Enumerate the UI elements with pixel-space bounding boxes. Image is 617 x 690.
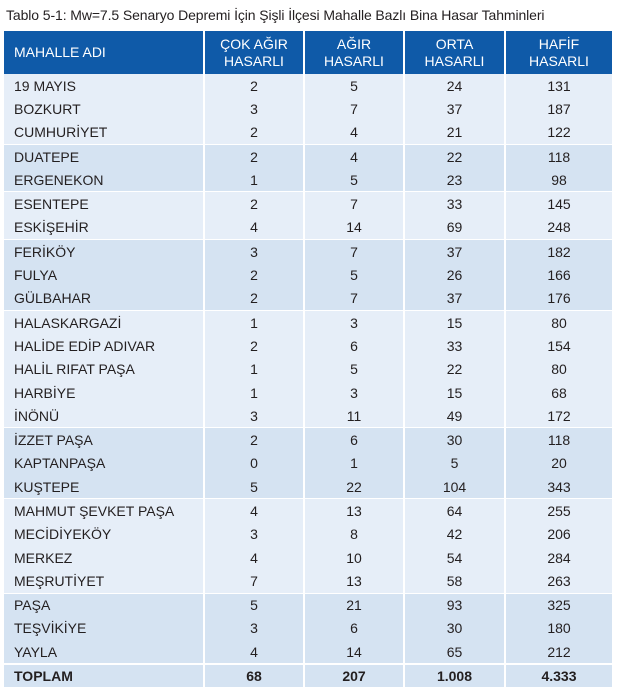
cell-very-heavy-damage: 5 [204, 593, 304, 617]
cell-light-damage: 284 [505, 546, 612, 569]
cell-light-damage: 248 [505, 216, 612, 240]
cell-heavy-damage: 4 [304, 121, 404, 145]
table-body [4, 74, 612, 664]
cell-very-heavy-damage: 2 [204, 74, 304, 97]
cell-moderate-damage: 37 [404, 97, 505, 120]
header-moderate-damage-line1: ORTA [435, 35, 474, 52]
cell-moderate-damage: 65 [404, 640, 505, 664]
table-row [4, 192, 612, 216]
cell-moderate-damage: 21 [404, 121, 505, 145]
cell-moderate-damage: 15 [404, 310, 505, 334]
cell-neighborhood-name: TEŞVİKİYE [4, 617, 204, 640]
table-row [4, 358, 612, 381]
cell-heavy-damage: 13 [304, 499, 404, 523]
cell-moderate-damage: 33 [404, 334, 505, 357]
cell-heavy-damage: 7 [304, 287, 404, 311]
cell-very-heavy-damage: 1 [204, 381, 304, 404]
table-row [4, 452, 612, 475]
cell-light-damage: 180 [505, 617, 612, 640]
cell-light-damage: 206 [505, 523, 612, 546]
cell-light-damage: 80 [505, 310, 612, 334]
cell-very-heavy-damage: 4 [204, 640, 304, 664]
table-row [4, 569, 612, 593]
cell-moderate-damage: 22 [404, 358, 505, 381]
total-light: 4.333 [505, 664, 612, 687]
cell-very-heavy-damage: 3 [204, 523, 304, 546]
cell-neighborhood-name: KUŞTEPE [4, 475, 204, 499]
cell-heavy-damage: 14 [304, 216, 404, 240]
cell-very-heavy-damage: 3 [204, 97, 304, 120]
cell-light-damage: 154 [505, 334, 612, 357]
total-very-heavy: 68 [204, 664, 304, 687]
cell-moderate-damage: 30 [404, 617, 505, 640]
header-very-heavy-damage-line1: ÇOK AĞIR [220, 35, 288, 52]
cell-light-damage: 80 [505, 358, 612, 381]
header-light-damage-line1: HAFİF [538, 35, 580, 52]
cell-heavy-damage: 5 [304, 74, 404, 97]
cell-heavy-damage: 13 [304, 569, 404, 593]
table-row [4, 428, 612, 452]
damage-estimate-table [4, 31, 612, 687]
cell-light-damage: 176 [505, 287, 612, 311]
cell-heavy-damage: 21 [304, 593, 404, 617]
cell-neighborhood-name: MEŞRUTİYET [4, 569, 204, 593]
table-row [4, 334, 612, 357]
cell-neighborhood-name: 19 MAYIS [4, 74, 204, 97]
table-row [4, 263, 612, 286]
cell-very-heavy-damage: 2 [204, 287, 304, 311]
cell-moderate-damage: 37 [404, 287, 505, 311]
cell-moderate-damage: 58 [404, 569, 505, 593]
cell-neighborhood-name: CUMHURİYET [4, 121, 204, 145]
table-row [4, 546, 612, 569]
header-moderate-damage [404, 31, 505, 74]
table-row [4, 404, 612, 428]
table-row [4, 240, 612, 264]
cell-moderate-damage: 49 [404, 404, 505, 428]
cell-heavy-damage: 6 [304, 617, 404, 640]
cell-neighborhood-name: HALİL RIFAT PAŞA [4, 358, 204, 381]
cell-heavy-damage: 7 [304, 192, 404, 216]
cell-neighborhood-name: HARBİYE [4, 381, 204, 404]
cell-very-heavy-damage: 2 [204, 144, 304, 168]
cell-moderate-damage: 33 [404, 192, 505, 216]
table-row [4, 381, 612, 404]
table-row [4, 121, 612, 145]
cell-heavy-damage: 4 [304, 144, 404, 168]
cell-very-heavy-damage: 1 [204, 358, 304, 381]
cell-neighborhood-name: İNÖNÜ [4, 404, 204, 428]
cell-neighborhood-name: İZZET PAŞA [4, 428, 204, 452]
cell-light-damage: 122 [505, 121, 612, 145]
cell-very-heavy-damage: 3 [204, 240, 304, 264]
table-row [4, 97, 612, 120]
cell-light-damage: 166 [505, 263, 612, 286]
table-row [4, 216, 612, 240]
cell-moderate-damage: 24 [404, 74, 505, 97]
cell-neighborhood-name: KAPTANPAŞA [4, 452, 204, 475]
cell-light-damage: 187 [505, 97, 612, 120]
cell-neighborhood-name: ERGENEKON [4, 168, 204, 192]
header-light-damage [505, 31, 612, 74]
total-label: TOPLAM [4, 664, 204, 687]
cell-moderate-damage: 15 [404, 381, 505, 404]
cell-light-damage: 131 [505, 74, 612, 97]
header-very-heavy-damage-line2: HASARLI [224, 52, 284, 69]
cell-heavy-damage: 7 [304, 97, 404, 120]
cell-light-damage: 20 [505, 452, 612, 475]
cell-neighborhood-name: ESENTEPE [4, 192, 204, 216]
damage-estimate-table-container [4, 31, 612, 687]
table-row [4, 287, 612, 311]
cell-very-heavy-damage: 2 [204, 263, 304, 286]
header-very-heavy-damage [204, 31, 304, 74]
cell-very-heavy-damage: 1 [204, 168, 304, 192]
cell-light-damage: 255 [505, 499, 612, 523]
cell-moderate-damage: 93 [404, 593, 505, 617]
header-heavy-damage [304, 31, 404, 74]
cell-heavy-damage: 5 [304, 358, 404, 381]
header-light-damage-line2: HASARLI [529, 52, 589, 69]
cell-heavy-damage: 11 [304, 404, 404, 428]
cell-light-damage: 182 [505, 240, 612, 264]
cell-neighborhood-name: ESKİŞEHİR [4, 216, 204, 240]
cell-moderate-damage: 23 [404, 168, 505, 192]
table-row [4, 499, 612, 523]
cell-very-heavy-damage: 0 [204, 452, 304, 475]
total-row [4, 664, 612, 687]
cell-neighborhood-name: FERİKÖY [4, 240, 204, 264]
cell-very-heavy-damage: 5 [204, 475, 304, 499]
cell-light-damage: 343 [505, 475, 612, 499]
cell-neighborhood-name: MAHMUT ŞEVKET PAŞA [4, 499, 204, 523]
cell-very-heavy-damage: 2 [204, 192, 304, 216]
cell-heavy-damage: 14 [304, 640, 404, 664]
header-heavy-damage-line1: AĞIR [336, 35, 372, 52]
cell-light-damage: 212 [505, 640, 612, 664]
cell-very-heavy-damage: 2 [204, 428, 304, 452]
cell-light-damage: 263 [505, 569, 612, 593]
cell-heavy-damage: 5 [304, 263, 404, 286]
table-header [4, 31, 612, 74]
cell-neighborhood-name: DUATEPE [4, 144, 204, 168]
table-caption: Tablo 5-1: Mw=7.5 Senaryo Depremi İçin Şişli İlçesi Mahalle Bazlı Bina Hasar Tahminleri [6, 7, 545, 23]
cell-neighborhood-name: MECİDİYEKÖY [4, 523, 204, 546]
total-moderate: 1.008 [404, 664, 505, 687]
table-row [4, 144, 612, 168]
cell-light-damage: 68 [505, 381, 612, 404]
cell-light-damage: 118 [505, 144, 612, 168]
header-neighborhood: MAHALLE ADI [4, 31, 204, 74]
table-row [4, 168, 612, 192]
cell-light-damage: 325 [505, 593, 612, 617]
cell-neighborhood-name: PAŞA [4, 593, 204, 617]
cell-very-heavy-damage: 2 [204, 334, 304, 357]
cell-moderate-damage: 37 [404, 240, 505, 264]
cell-neighborhood-name: YAYLA [4, 640, 204, 664]
cell-heavy-damage: 7 [304, 240, 404, 264]
cell-very-heavy-damage: 4 [204, 216, 304, 240]
cell-heavy-damage: 1 [304, 452, 404, 475]
table-row [4, 310, 612, 334]
table-row [4, 640, 612, 664]
total-heavy: 207 [304, 664, 404, 687]
header-moderate-damage-line2: HASARLI [424, 52, 485, 69]
table-row [4, 523, 612, 546]
cell-very-heavy-damage: 1 [204, 310, 304, 334]
cell-light-damage: 118 [505, 428, 612, 452]
table-row [4, 593, 612, 617]
header-row [4, 31, 612, 74]
cell-heavy-damage: 8 [304, 523, 404, 546]
cell-very-heavy-damage: 7 [204, 569, 304, 593]
table-row [4, 617, 612, 640]
cell-moderate-damage: 54 [404, 546, 505, 569]
cell-very-heavy-damage: 2 [204, 121, 304, 145]
cell-moderate-damage: 104 [404, 475, 505, 499]
cell-light-damage: 98 [505, 168, 612, 192]
cell-very-heavy-damage: 3 [204, 617, 304, 640]
cell-neighborhood-name: BOZKURT [4, 97, 204, 120]
cell-moderate-damage: 69 [404, 216, 505, 240]
cell-heavy-damage: 6 [304, 428, 404, 452]
cell-moderate-damage: 42 [404, 523, 505, 546]
cell-neighborhood-name: GÜLBAHAR [4, 287, 204, 311]
cell-neighborhood-name: MERKEZ [4, 546, 204, 569]
cell-moderate-damage: 26 [404, 263, 505, 286]
cell-heavy-damage: 6 [304, 334, 404, 357]
cell-moderate-damage: 5 [404, 452, 505, 475]
cell-heavy-damage: 3 [304, 381, 404, 404]
cell-light-damage: 145 [505, 192, 612, 216]
cell-very-heavy-damage: 4 [204, 546, 304, 569]
cell-heavy-damage: 3 [304, 310, 404, 334]
cell-moderate-damage: 30 [404, 428, 505, 452]
cell-neighborhood-name: HALİDE EDİP ADIVAR [4, 334, 204, 357]
cell-heavy-damage: 22 [304, 475, 404, 499]
cell-heavy-damage: 5 [304, 168, 404, 192]
cell-neighborhood-name: FULYA [4, 263, 204, 286]
cell-moderate-damage: 22 [404, 144, 505, 168]
cell-neighborhood-name: HALASKARGAZİ [4, 310, 204, 334]
table-footer [4, 664, 612, 687]
header-heavy-damage-line2: HASARLI [324, 52, 384, 69]
cell-very-heavy-damage: 4 [204, 499, 304, 523]
table-row [4, 475, 612, 499]
cell-moderate-damage: 64 [404, 499, 505, 523]
cell-light-damage: 172 [505, 404, 612, 428]
cell-very-heavy-damage: 3 [204, 404, 304, 428]
cell-heavy-damage: 10 [304, 546, 404, 569]
table-row [4, 74, 612, 97]
